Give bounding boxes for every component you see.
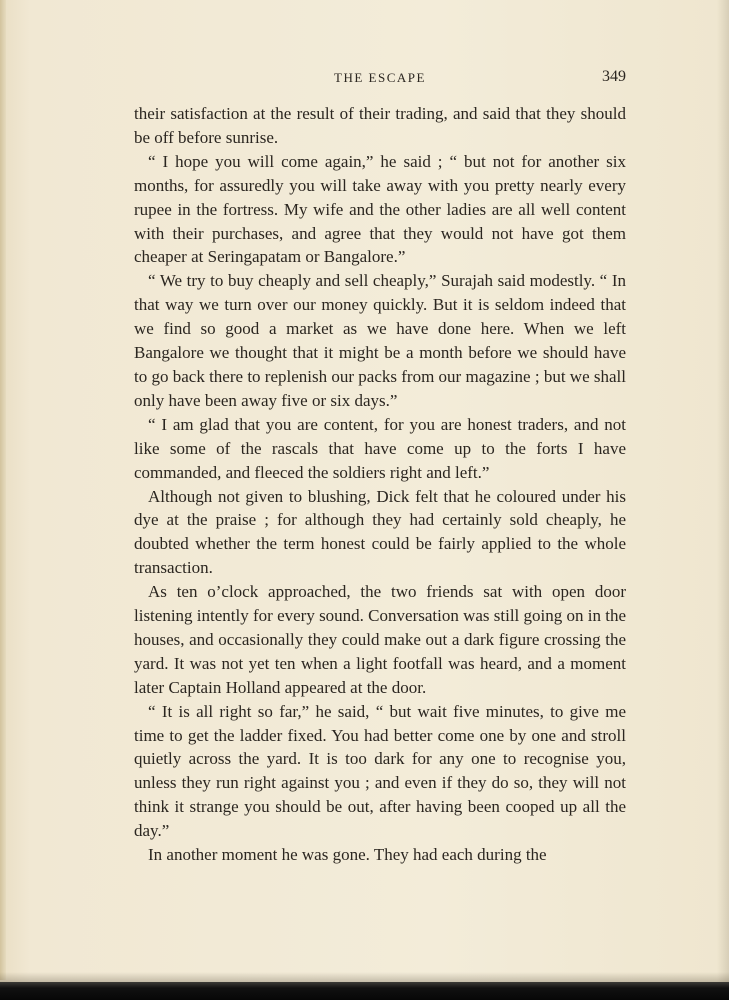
page-header xyxy=(134,66,626,88)
paragraph: their satisfaction at the result of their trading, and said that they should be off before sunrise. xyxy=(134,104,626,147)
page-bottom-shadow xyxy=(0,972,729,982)
paragraph: In another moment he was gone. They had each during the xyxy=(148,845,547,865)
body-text xyxy=(134,102,626,867)
scan-border xyxy=(0,982,729,1000)
page-gutter xyxy=(0,0,6,980)
paragraph: “ I am glad that you are content, for you are honest traders, and not like some of the rascals that have come up to the forts I have commanded, and fleeced the soldiers right and left.” xyxy=(134,414,626,482)
paragraph: Although not given to blushing, Dick felt that he coloured under his dye at the praise ; for although they had certainly sold cheaply, he doubted whether the term honest could be fairly applied to the whole transaction. xyxy=(134,486,626,578)
paragraph: “ We try to buy cheaply and sell cheaply,” Surajah said modestly. “ In that way we turn over our money quickly. But it is seldom indeed that we find so good a market as we have done here. When we left Bangalore we thought that it might be a month before we should have to go back there to replenish our packs from our magazine ; but we shall only have been away five or six days.” xyxy=(134,271,626,410)
page-number: 349 xyxy=(602,68,626,85)
page-edge-shadow xyxy=(717,0,729,982)
paragraph: “ It is all right so far,” he said, “ but wait five minutes, to give me time to get the ladder fixed. You had better come one by one and stroll quietly across the yard. It is too dark for any one to recognise you, unless they run right against you ; and even if they do so, they will not think it strange you should be out, after having been cooped up all the day.” xyxy=(134,701,626,841)
paragraph: As ten o’clock approached, the two friends sat with open door listening intently for every sound. Conversation was still going on in the houses, and occasionally they could make out a dark figure crossing the yard. It was not yet ten when a light footfall was heard, and a moment later Captain Holland appeared at the door. xyxy=(134,582,626,697)
paragraph: “ I hope you will come again,” he said ; “ but not for another six months, for assuredly you will take away with you pretty nearly every rupee in the fortress. My wife and the other ladies are all well content with their purchases, and agree that they would not have got them cheaper at Seringapatam or Bangalore.” xyxy=(134,151,626,267)
running-head: THE ESCAPE xyxy=(334,70,426,85)
